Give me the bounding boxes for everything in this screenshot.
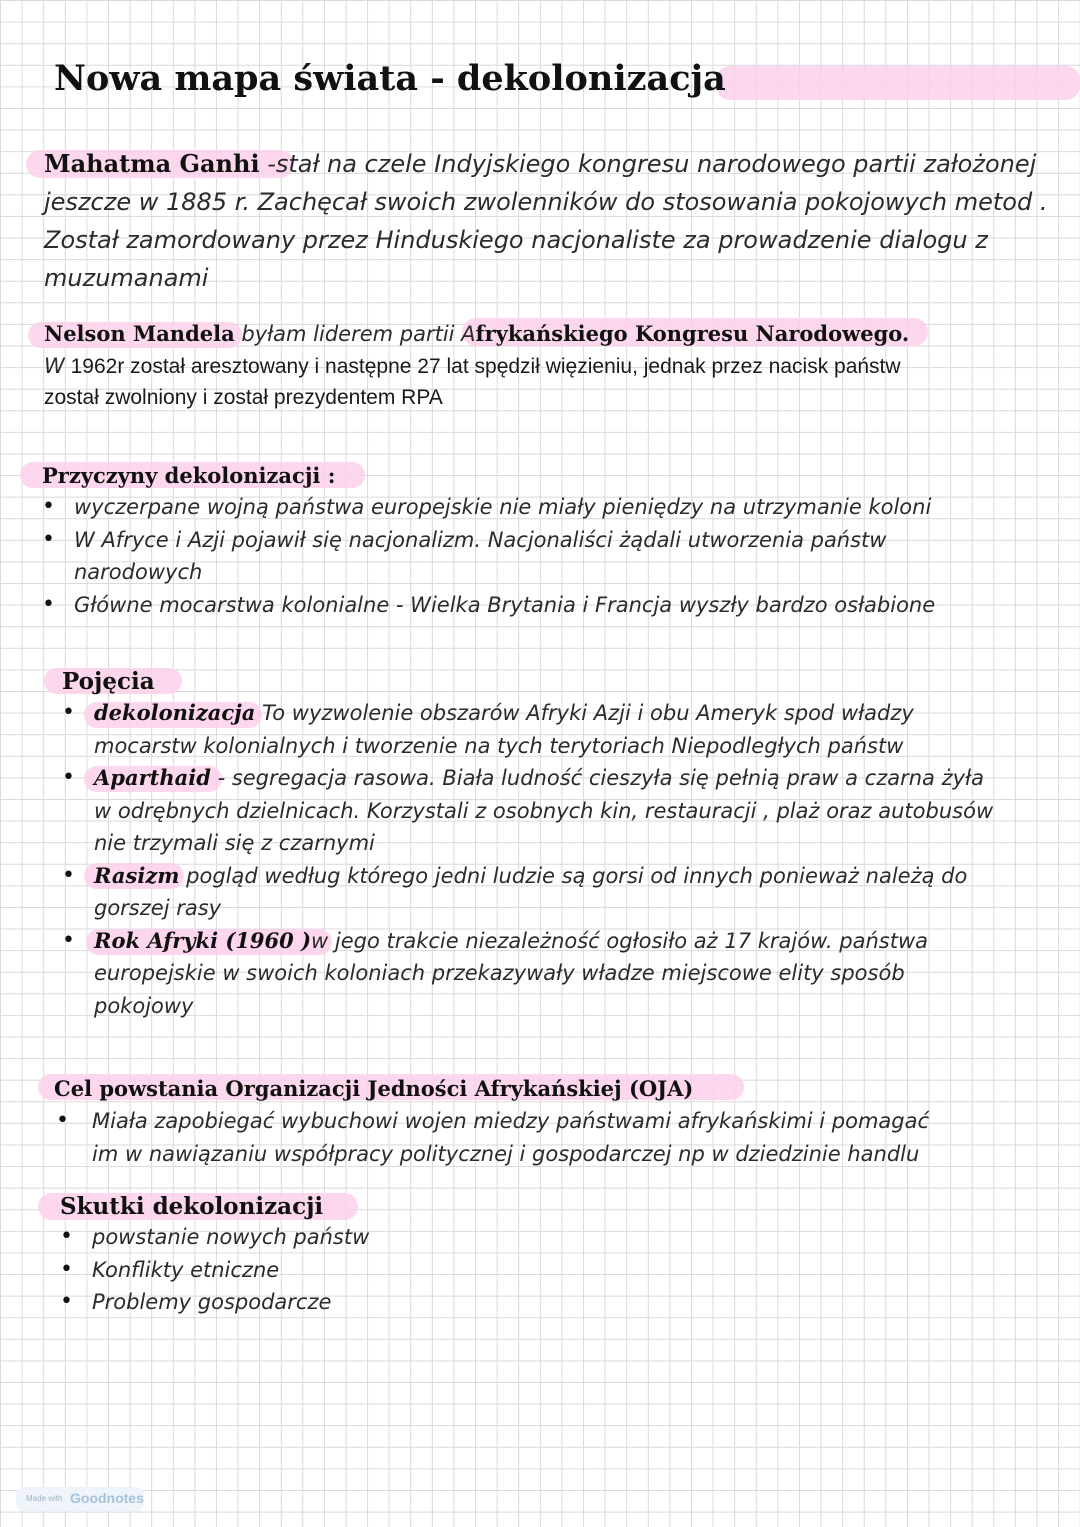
list-item: • Miała zapobiegać wybuchowi wojen miedzy państwami afrykańskimi i pomagać im w nawiązaniu współpracy politycznej i gospodarczej np w dziedzinie handlu xyxy=(92,1105,952,1170)
goodnotes-brand: Goodnotes xyxy=(70,1490,144,1506)
list-item: • powstanie nowych państw xyxy=(92,1221,692,1254)
effects-heading: Skutki dekolonizacji xyxy=(60,1193,324,1220)
bullet-icon: • xyxy=(62,927,75,953)
bullet-icon: • xyxy=(60,1289,73,1314)
concepts-list xyxy=(62,697,994,1022)
list-item: • Główne mocarstwa kolonialne - Wielka Brytania i Francja wyszły bardzo osłabione xyxy=(74,589,954,622)
list-item: • dekolonizacja To wyzwolenie obszarów Afryki Azji i obu Ameryk spod władzy mocarstw kolonialnych i tworzenie na tych terytoriach Niepodległych państw xyxy=(94,697,994,762)
causes-list xyxy=(42,491,954,621)
mandela-line-1 xyxy=(44,318,910,351)
list-item: • W Afryce i Azji pojawił się nacjonalizm. Nacjonaliści żądali utworzenia państw narodowych xyxy=(74,524,954,589)
gandhi-paragraph xyxy=(44,145,1069,297)
mandela-line-2 xyxy=(44,351,904,413)
gandhi-text: -stał na czele Indyjskiego kongresu narodowego partii założonej jeszcze w 1885 r. Zachęcał swoich zwolenników do stosowania pokojowych metod . Został zamordowany przez Hinduskiego nacjonaliste za prowadzenie dialogu z muzumanami xyxy=(44,150,1048,292)
effects-list xyxy=(60,1221,692,1319)
mandela-name: Nelson Mandela xyxy=(44,321,235,346)
gandhi-name: Mahatma Ganhi xyxy=(44,149,260,178)
goodnotes-watermark xyxy=(16,1487,144,1511)
bullet-icon: • xyxy=(62,765,75,790)
page-title: Nowa mapa świata - dekolonizacja xyxy=(54,58,726,99)
bullet-icon: • xyxy=(56,1108,69,1133)
made-with-label: Made with xyxy=(26,1494,63,1503)
list-item: • Problemy gospodarcze xyxy=(92,1286,692,1319)
mandela-w: W xyxy=(44,353,65,378)
bullet-icon: • xyxy=(42,494,55,519)
bullet-icon: • xyxy=(62,700,75,725)
bullet-icon: • xyxy=(42,526,55,552)
concepts-heading: Pojęcia xyxy=(62,668,155,695)
mandela-text-1: byłam liderem partii A xyxy=(234,322,476,346)
oja-list xyxy=(56,1105,952,1170)
oja-heading: Cel powstania Organizacji Jedności Afrykańskiej (OJA) xyxy=(54,1076,694,1101)
list-item: • Rok Afryki (1960 )w jego trakcie niezależność ogłosiło aż 17 krajów. państwa europejskie w swoich koloniach przekazywały władze miejscowe elity sposób pokojowy xyxy=(94,925,994,1023)
list-item: • Konflikty etniczne xyxy=(92,1254,692,1287)
mandela-text-2: 1962r został aresztowany i następne 27 lat spędził więzieniu, jednak przez nacisk państw został zwolniony i został prezydentem RPA xyxy=(44,354,901,409)
bullet-icon: • xyxy=(42,591,55,617)
mandela-party: frykańskiego Kongresu Narodowego. xyxy=(475,321,910,346)
title-highlight xyxy=(716,66,1080,100)
bullet-icon: • xyxy=(60,1256,73,1282)
bullet-icon: • xyxy=(62,862,75,888)
mandela-paragraph xyxy=(44,318,910,413)
list-item: • wyczerpane wojną państwa europejskie nie miały pieniędzy na utrzymanie koloni xyxy=(74,491,954,524)
bullet-icon: • xyxy=(60,1224,73,1249)
list-item: • Aparthaid - segregacja rasowa. Biała ludność cieszyła się pełnią praw a czarna żyła w odrębnych dzielnicach. Korzystali z osobnych kin, restauracji , plaż oraz autobusów nie trzymali się z czarnymi xyxy=(94,762,994,860)
list-item: • Rasizm pogląd według którego jedni ludzie są gorsi od innych ponieważ należą do gorszej rasy xyxy=(94,860,994,925)
causes-heading: Przyczyny dekolonizacji : xyxy=(42,463,336,488)
